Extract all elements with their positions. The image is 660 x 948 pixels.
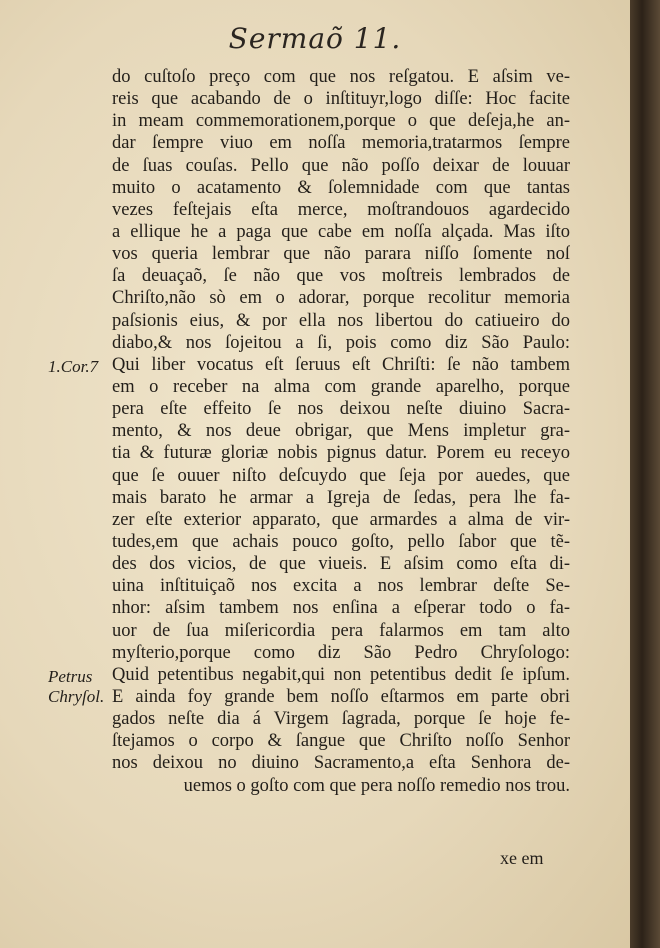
margin-note-cor: 1.Cor.7: [48, 357, 99, 376]
text-line: do cuſtoſo preço com que nos reſgatou. E aſsim ve-: [112, 67, 570, 87]
text-line: que ſe ouuer niſto deſcuydo que ſeja por auedes, que: [112, 465, 570, 486]
text-line: mais barato he armar a Igreja de ſedas, pera lhe fa-: [112, 487, 570, 508]
text-line: paſsionis eius, & por ella nos libertou do catiueiro do: [112, 310, 570, 331]
text-line: Chriſto,não sò em o adorar, porque recolitur memoria: [112, 288, 570, 309]
text-line: E ainda foy grande bem noſſo eſtarmos em parte obri: [112, 686, 570, 707]
text-line: de ſuas couſas. Pello que não poſſo deixar de louuar: [112, 155, 570, 176]
margin-note-petrus: [48, 667, 104, 707]
margin-note-petrus-line1: Petrus: [48, 667, 93, 686]
text-line: vos queria lembrar que não parara niſſo ſomente noſ: [112, 244, 570, 265]
text-line: Quid petentibus negabit,qui non petentibus dedit ſe ipſum.: [112, 664, 570, 685]
text-line: vezes feſtejais eſta merce, moſtrandouos agardecido: [112, 199, 570, 220]
text-line: in meam commemorationem,porque o que deſeja,he an-: [112, 111, 570, 132]
adjacent-page-edge: [630, 0, 660, 948]
text-line: ſtejamos o corpo & ſangue que Chriſto noſſo Senhor: [112, 731, 570, 752]
text-line: mento, & nos deue obrigar, que Mens impletur gra-: [112, 421, 570, 442]
text-line: Qui liber vocatus eſt ſeruus eſt Chriſti: ſe não tambem: [112, 354, 570, 375]
text-line: tia & futuræ gloriæ nobis pignus datur. Porem eu receyo: [112, 443, 570, 464]
text-line: diabo,& nos ſojeitou a ſi, pois como diz São Paulo:: [112, 332, 570, 353]
text-line: nos deixou no diuino Sacramento,a eſta Senhora de-: [112, 753, 570, 774]
text-line: tudes,em que achais pouco goſto, pello ſabor que tẽ-: [112, 531, 570, 552]
body-text: [112, 66, 570, 797]
text-line: uor de ſua miſericordia pera falarmos em tam alto: [112, 620, 570, 641]
catchword: xe em: [500, 848, 544, 868]
margin-note-petrus-line2: Chryſol.: [48, 687, 105, 706]
text-line: a ellique he a paga que cabe em noſſa alçada. Mas iſto: [112, 221, 570, 242]
text-line: pera eſte effeito ſe nos deixou neſte diuino Sacra-: [112, 399, 570, 420]
text-line: myſterio,porque como diz São Pedro Chryſologo:: [112, 642, 570, 663]
text-line: reis que acabando de o inſtituyr,logo diſſe: Hoc facite: [112, 89, 570, 110]
text-line: nhor: aſsim tambem nos enſina a eſperar todo o fa-: [112, 598, 570, 619]
text-line: uina inſtituiçaõ nos excita a nos lembrar deſte Se-: [112, 576, 570, 597]
text-line: dar ſempre viuo em noſſa memoria,tratarmos ſempre: [112, 133, 570, 154]
text-line: uemos o goſto com que pera noſſo remedio nos trou.: [183, 775, 570, 796]
page-header: Sermaõ 11.: [228, 22, 402, 55]
text-line: muito o acatamento & ſolemnidade com que tantas: [112, 177, 570, 198]
text-line: gados neſte dia á Virgem ſagrada, porque ſe hoje fe-: [112, 709, 570, 730]
text-line: zer eſte exterior apparato, que armardes a alma de vir-: [112, 509, 570, 530]
text-line: des dos vicios, de que viueis. E aſsim como eſta di-: [112, 554, 570, 575]
text-line: em o receber na alma com grande aparelho, porque: [112, 376, 570, 397]
text-line: ſa deuaçaõ, ſe não que vos moſtreis lembrados de: [112, 266, 570, 287]
